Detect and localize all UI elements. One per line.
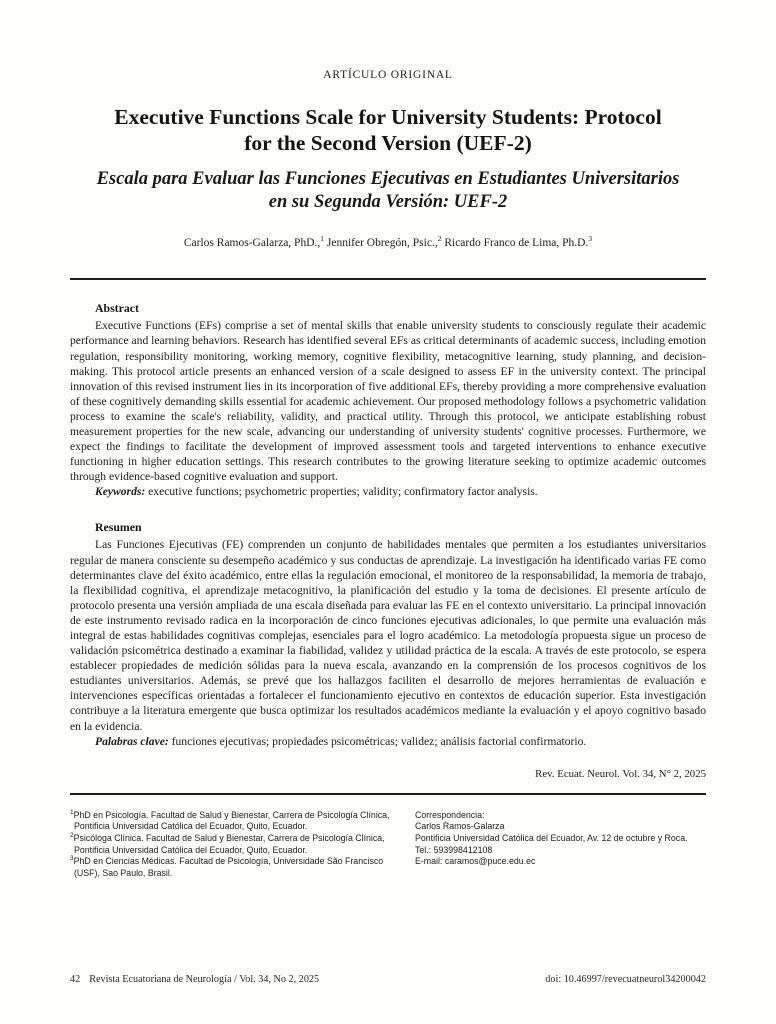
correspondence-address: Pontificia Universidad Católica del Ecuador, Av. 12 de octubre y Roca. [415, 832, 688, 843]
correspondence-phone: Tel.: 593998412108 [415, 844, 493, 855]
affiliation-2-mark: 2 [70, 832, 74, 840]
footer-journal-info: Revista Ecuatoriana de Neurología / Vol. 34, No 2, 2025 [89, 974, 320, 985]
authors-line [70, 234, 706, 250]
affiliation-3-text: PhD en Ciencias Médicas. Facultad de Psicología, Universidade São Francisco (USF), Sao Paulo, Brasil. [73, 856, 384, 878]
author-3: Ricardo Franco de Lima, Ph.D.$^3$ [441, 234, 593, 250]
palabras-clave-text: funciones ejecutivas; propiedades psicométricas; validez; análisis factorial confirmatorio. [168, 734, 587, 748]
affiliation-1-mark: 1 [70, 808, 74, 816]
affiliation-3-mark: 3 [70, 855, 74, 863]
abstract-heading: Abstract [95, 301, 139, 316]
affiliation-1-text: PhD en Psicología. Facultad de Salud y Bienestar, Carrera de Psicología Clínica, Pontificia Universidad Católica del Ecuador, Quito, Ecuador. [73, 809, 390, 832]
footer-doi: doi: 10.46997/revecuatneurol34200042 [545, 974, 706, 985]
author-1-affiliation-mark: 1 [320, 234, 324, 244]
correspondence-name: Carlos Ramos-Galarza [415, 821, 505, 832]
title-line-2: for the Second Version (UEF-2) [244, 131, 532, 156]
correspondence-column [415, 810, 706, 880]
keywords-line [70, 484, 706, 499]
subtitle-line-2: en su Segunda Versión: UEF-2 [268, 192, 508, 213]
footnote-divider-rule [70, 793, 706, 795]
resumen-heading: Resumen [95, 520, 142, 535]
correspondence-email: E-mail: caramos@puce.edu.ec [415, 856, 536, 867]
affiliation-1 [70, 810, 392, 833]
footer-left [70, 974, 319, 985]
affiliation-2-text: Psicóloga Clínica. Facultad de Salud y Bienestar, Carrera de Psicología Clínica, Pontificia Universidad Católica del Ecuador, Quito, Ecuador. [73, 832, 385, 855]
correspondence-label: Correspondencia: [415, 809, 485, 820]
page-content [0, 69, 776, 879]
affiliation-3 [70, 856, 392, 879]
header-divider-rule [70, 278, 706, 280]
affiliations-column [70, 810, 392, 880]
keywords-text: executive functions; psychometric properties; validity; confirmatory factor analysis. [145, 485, 538, 499]
affiliation-2 [70, 833, 392, 856]
palabras-clave-line [70, 734, 706, 749]
author-3-affiliation-mark: 3 [588, 234, 593, 244]
footnote-area [70, 810, 706, 880]
palabras-clave-label: Palabras clave: [95, 734, 169, 748]
article-type-label: ARTÍCULO ORIGINAL [323, 69, 453, 81]
title-line-1: Executive Functions Scale for University Students: Protocol [114, 105, 662, 129]
resumen-paragraph: Las Funciones Ejecutivas (FE) comprenden un conjunto de habilidades mentales que permiten a los estudiantes universitarios regular de manera consciente su desempeño académico y sus conductas de aprendizaje. La investigación ha identificado varias FE como determinantes clave del éxito académico, entre ellas la regulación emocional, el monitoreo de la responsabilidad, la memoria de trabajo, la flexibilidad cognitiva, el aprendizaje metacognitivo, la planificación del estudio y la toma de decisiones. El presente artículo de protocolo presenta una versión ampliada de una escala diseñada para evaluar las FE en el contexto universitario. La principal innovación de este instrumento revisado radica en la incorporación de cinco funciones ejecutivas adicionales, lo que permite una evaluación más integral de estas habilidades cognitivas complejas, esenciales para el logro académico. La metodología propuesta sigue un proceso de validación psicométrica destinado a examinar la fiabilidad, validez y utilidad práctica de la escala. A través de este protocolo, se espera establecer propiedades de medición sólidas para la nueva escala, avanzando en la comprensión de los procesos cognitivos de los estudiantes universitarios. Además, se prevé que los hallazgos faciliten el desarrollo de mejores herramientas de evaluación e intervenciones específicas orientadas a fortalecer el funcionamiento ejecutivo en contextos de educación superior. Esta investigación contribuye a la literatura emergente que busca optimizar los resultados académicos mediante la evaluación y el apoyo cognitivo basado en la evidencia. [70, 538, 706, 733]
author-2: Jennifer Obregón, Psic.,$^2$ [324, 234, 442, 250]
page-footer [70, 974, 706, 985]
abstract-paragraph: Executive Functions (EFs) comprise a set of mental skills that enable university students to consciously regulate their academic performance and learning behaviors. Research has identified several EFs as critical determinants of academic success, including emotion regulation, responsibility monitoring, working memory, cognitive flexibility, metacognitive learning, study planning, and decision-making. This protocol article presents an enhanced version of a scale designed to assess EF in the university context. The principal innovation of this revised instrument lies in its incorporation of five additional EFs, thereby providing a more comprehensive evaluation of these cognitively demanding skills essential for academic achievement. Our proposed methodology follows a psychometric validation process to examine the scale's reliability, validity, and practical utility. Through this protocol, we anticipate establishing robust measurement properties for the new scale, advancing our understanding of university students' cognitive processes. Furthermore, we expect the findings to facilitate the development of improved assessment tools and targeted interventions to enhance executive functioning in higher education settings. This research contributes to the growing literature seeking to optimize academic outcomes through evidence-based cognitive evaluation and support. [70, 319, 706, 484]
author-1: Carlos Ramos-Galarza, PhD.,$^1$ [183, 234, 324, 250]
article-title-en [70, 104, 706, 156]
page-number: 42 [70, 974, 81, 985]
journal-citation: Rev. Ecuat. Neurol. Vol. 34, N° 2, 2025 [535, 767, 706, 780]
subtitle-line-1: Escala para Evaluar las Funciones Ejecutivas en Estudiantes Universitarios [96, 169, 680, 190]
article-title-es [70, 168, 706, 214]
author-2-affiliation-mark: 2 [437, 234, 442, 244]
keywords-label: Keywords: [95, 485, 146, 499]
